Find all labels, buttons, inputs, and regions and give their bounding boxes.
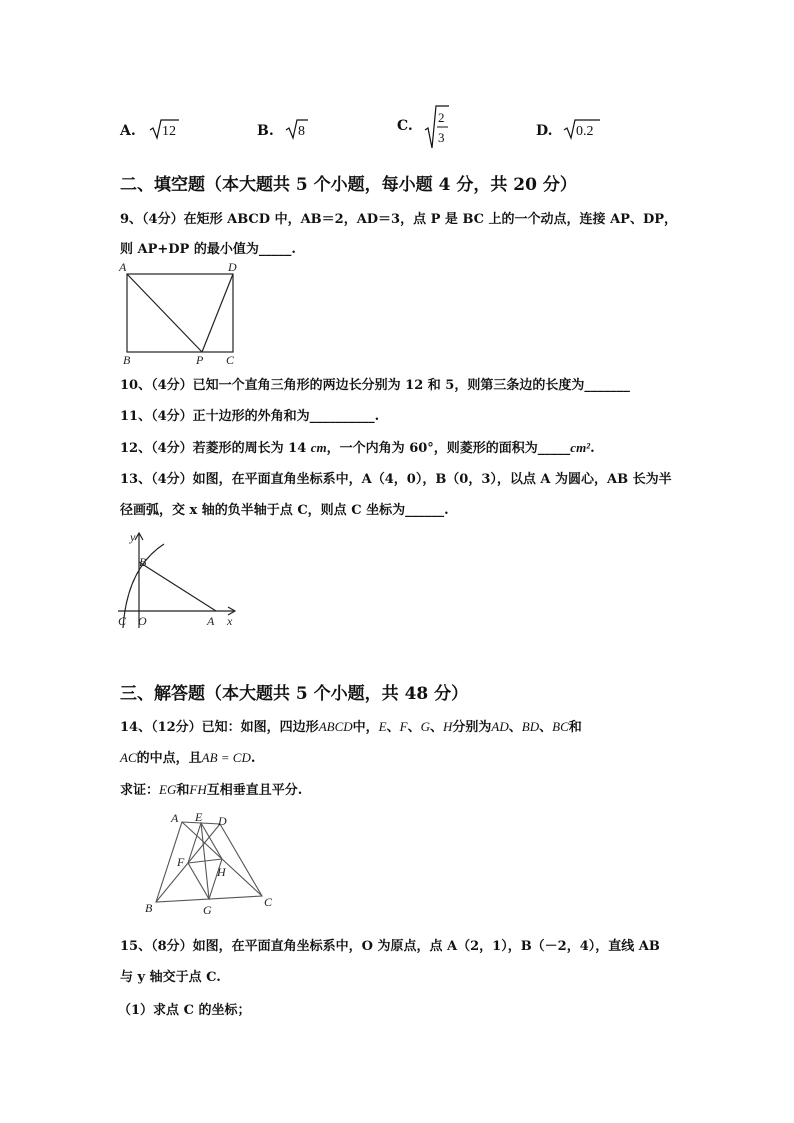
q14-seg-bd: BD xyxy=(521,719,540,734)
radical-sign-icon xyxy=(424,104,450,150)
q12-unit-cm2: cm² xyxy=(570,440,591,455)
q14-mid: 中， xyxy=(352,720,379,735)
q14-equation: AB = CD xyxy=(201,750,251,765)
radical-sign-icon xyxy=(563,118,601,140)
q14-seg-ac: AC xyxy=(120,750,137,765)
option-b-radicand: 8 xyxy=(297,124,305,139)
q9-line2: 则 AP+DP 的最小值为_____. xyxy=(120,242,296,257)
option-d-radicand: 0.2 xyxy=(576,124,594,139)
option-c-denominator: 3 xyxy=(437,130,445,145)
option-c xyxy=(397,104,450,150)
q14-label-g: G xyxy=(203,903,212,917)
q13-line2: 径画弧，交 x 轴的负半轴于点 C，则点 C 坐标为______. xyxy=(120,503,449,518)
q9-label-c: C xyxy=(226,353,235,367)
q14-quad: ABCD xyxy=(318,719,353,734)
q13-label-a: A xyxy=(207,614,215,628)
q14-point-g: G xyxy=(420,719,430,734)
q13-label-x: x xyxy=(227,614,233,628)
q11-text: 11、（4分）正十边形的外角和为__________. xyxy=(120,409,380,424)
option-b-radical xyxy=(285,118,309,140)
q14-label-b: B xyxy=(145,901,153,915)
q14-prove xyxy=(120,779,302,798)
q9-label-b: B xyxy=(123,353,131,367)
q14-line2-mid: 的中点，且 xyxy=(136,751,202,766)
option-d xyxy=(536,118,601,140)
q13-line1: 13、（4分）如图，在平面直角坐标系中，A（4，0），B（0，3），以点 A 为圆心，AB 长为半 xyxy=(120,472,672,487)
option-b xyxy=(257,118,309,140)
option-a-radical xyxy=(149,118,179,140)
q13-coordinate-figure xyxy=(112,528,247,633)
section-3-title: 三、解答题（本大题共 5 个小题，共 48 分） xyxy=(120,684,469,704)
option-a xyxy=(120,118,179,140)
option-c-radical xyxy=(424,104,450,150)
option-c-numerator: 2 xyxy=(437,110,445,125)
q14-seg-fh: FH xyxy=(189,782,207,797)
q14-line2 xyxy=(120,747,255,766)
option-c-letter: C. xyxy=(397,118,413,134)
q14-quadrilateral-figure xyxy=(140,808,280,920)
q14-seg-eg: EG xyxy=(159,782,177,797)
q14-point-e: E xyxy=(378,719,387,734)
option-a-radicand: 12 xyxy=(161,124,176,139)
q9-label-a: A xyxy=(119,260,127,274)
q12-mid: ，一个内角为 60°，则菱形的面积为_____ xyxy=(326,441,571,456)
q14-line2-end: . xyxy=(250,751,256,766)
q9-line1: 9、（4分）在矩形 ABCD 中，AB＝2，AD＝3，点 P 是 BC 上的一个动点，连接 AP、DP， xyxy=(120,212,677,227)
q13-label-y: y xyxy=(130,530,136,544)
q14-and: 和 xyxy=(568,720,582,735)
q9-rectangle-figure xyxy=(116,258,246,368)
q14-label-a: A xyxy=(171,811,179,825)
option-d-letter: D. xyxy=(536,123,553,139)
q14-label-d: D xyxy=(218,814,227,828)
option-d-radical xyxy=(563,118,601,140)
q14-seg-bc: BC xyxy=(552,719,569,734)
q14-point-f: F xyxy=(399,719,408,734)
q14-label-f: F xyxy=(177,855,185,869)
q15-line2: 与 y 轴交于点 C. xyxy=(120,970,221,985)
section-2-title: 二、填空题（本大题共 5 个小题，每小题 4 分，共 20 分） xyxy=(120,175,577,195)
q14-prove-text: 互相垂直且平分. xyxy=(206,783,303,798)
radical-sign-icon xyxy=(149,118,179,140)
q14-line1: 14、（12分）已知：如图，四边形ABCD中，E、F、G、H分别为AD、BD、BC和 xyxy=(120,719,582,735)
option-a-letter: A. xyxy=(120,123,136,139)
q14-point-h: H xyxy=(443,719,453,734)
q14-label-e: E xyxy=(195,810,203,824)
q14-post: 分别为 xyxy=(452,720,492,735)
q10-text: 10、（4分）已知一个直角三角形的两边长分别为 12 和 5，则第三条边的长度为_______ xyxy=(120,378,630,393)
q12-pre: 12、（4分）若菱形的周长为 14 xyxy=(120,441,311,456)
q13-label-c: C xyxy=(118,614,127,628)
q12-text xyxy=(120,437,595,456)
q12-unit-cm: cm xyxy=(310,440,327,455)
q14-and2: 和 xyxy=(176,783,190,798)
q9-label-d: D xyxy=(228,260,237,274)
q14-intro: 14、（12分）已知：如图，四边形 xyxy=(120,720,319,735)
q13-label-o: O xyxy=(138,614,147,628)
q14-prove-label: 求证： xyxy=(120,783,160,798)
q15-line1: 15、（8分）如图，在平面直角坐标系中，O 为原点，点 A（2，1），B（－2，4），直线 AB xyxy=(120,939,660,954)
q14-label-c: C xyxy=(264,895,273,909)
option-b-letter: B. xyxy=(257,123,274,139)
radical-sign-icon xyxy=(285,118,309,140)
q14-label-h: H xyxy=(217,865,226,879)
q13-label-b: B xyxy=(139,555,147,569)
q15-part1: （1）求点 C 的坐标； xyxy=(118,1003,251,1018)
q14-seg-ad: AD xyxy=(491,719,509,734)
q12-end: . xyxy=(590,441,595,456)
q9-label-p: P xyxy=(196,353,204,367)
